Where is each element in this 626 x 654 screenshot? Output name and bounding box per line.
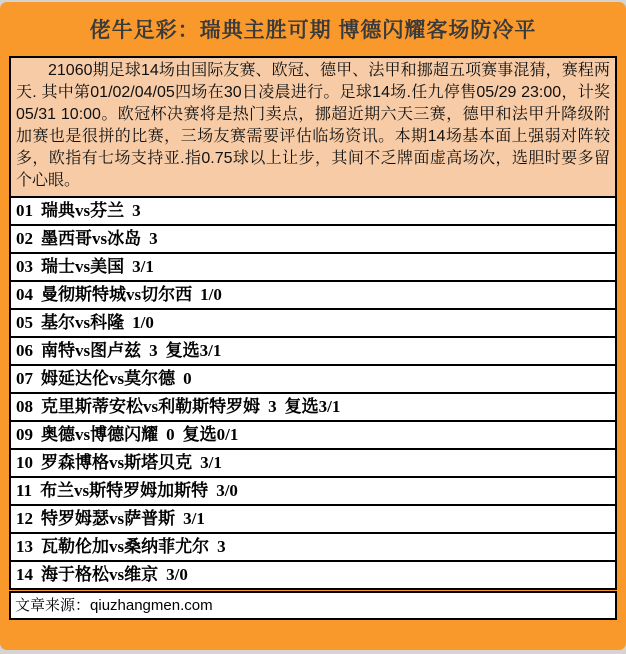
- match-teams: 瓦勒伦加vs桑纳菲尤尔: [41, 537, 210, 556]
- match-row: [9, 224, 617, 254]
- match-number: 06: [16, 341, 33, 360]
- match-pick: 3/1: [200, 453, 222, 472]
- match-teams: 罗森博格vs斯塔贝克: [41, 453, 193, 472]
- match-row: [9, 560, 617, 590]
- match-row: [9, 532, 617, 562]
- match-number: 09: [16, 425, 33, 444]
- match-teams: 瑞典vs芬兰: [41, 201, 125, 220]
- match-row: [9, 308, 617, 338]
- match-teams: 布兰vs斯特罗姆加斯特: [40, 481, 209, 500]
- match-alt-pick: 复选3/1: [165, 341, 222, 360]
- match-teams: 基尔vs科隆: [41, 313, 125, 332]
- match-pick: 3/0: [166, 565, 188, 584]
- match-teams: 墨西哥vs冰岛: [41, 229, 142, 248]
- match-number: 03: [16, 257, 33, 276]
- match-teams: 曼彻斯特城vs切尔西: [41, 285, 193, 304]
- match-number: 10: [16, 453, 33, 472]
- match-teams: 瑞士vs美国: [41, 257, 125, 276]
- article-title: 佬牛足彩：瑞典主胜可期 博德闪耀客场防冷平: [89, 19, 537, 42]
- match-row: [9, 392, 617, 422]
- article-content: [9, 56, 617, 620]
- match-row: [9, 420, 617, 450]
- match-teams: 姆延达伦vs莫尔德: [41, 369, 176, 388]
- match-number: 04: [16, 285, 33, 304]
- match-pick: 1/0: [200, 285, 222, 304]
- match-pick: 3: [149, 229, 158, 248]
- match-alt-pick: 复选0/1: [182, 425, 239, 444]
- match-row: [9, 196, 617, 226]
- match-number: 02: [16, 229, 33, 248]
- match-row: [9, 504, 617, 534]
- match-alt-pick: 复选3/1: [284, 397, 341, 416]
- match-row: [9, 252, 617, 282]
- source-label: 文章来源：: [15, 597, 91, 614]
- match-pick: 0: [166, 425, 175, 444]
- match-teams: 特罗姆瑟vs萨普斯: [41, 509, 176, 528]
- match-teams: 海于格松vs维京: [41, 565, 159, 584]
- match-row: [9, 476, 617, 506]
- match-pick: 3/0: [216, 481, 238, 500]
- match-pick: 1/0: [132, 313, 154, 332]
- source-bar: [9, 591, 617, 620]
- match-pick: 3/1: [183, 509, 205, 528]
- article-panel: [0, 2, 626, 650]
- match-pick: 3: [149, 341, 158, 360]
- match-pick: 3: [132, 201, 141, 220]
- match-row: [9, 448, 617, 478]
- match-row: [9, 336, 617, 366]
- match-number: 14: [16, 565, 33, 584]
- match-number: 11: [16, 481, 33, 500]
- match-teams: 南特vs图卢兹: [41, 341, 142, 360]
- match-number: 12: [16, 509, 33, 528]
- match-row: [9, 280, 617, 310]
- match-pick: 3: [268, 397, 277, 416]
- match-pick: 0: [183, 369, 192, 388]
- match-pick: 3: [217, 537, 226, 556]
- match-number: 01: [16, 201, 33, 220]
- match-pick: 3/1: [132, 257, 154, 276]
- match-number: 08: [16, 397, 33, 416]
- match-number: 07: [16, 369, 33, 388]
- match-teams: 奥德vs博德闪耀: [41, 425, 159, 444]
- match-number: 13: [16, 537, 33, 556]
- intro-paragraph: 21060期足球14场由国际友赛、欧冠、德甲、法甲和挪超五项赛事混猜，赛程两天. 其中第01/02/04/05四场在30日凌晨进行。足球14场.任九停售05/29 23:00，计奖05/31 10:00。欧冠杯决赛将是热门卖点，挪超近期六天三赛，德甲和法甲升降级附加赛也是很拼的比赛，三场友赛需要评估临场资讯。本期14场基本面上强弱对阵较多，欧指有七场支持亚.指0.75球以上让步，其间不乏牌面虚高场次，选胆时要多留个心眼。: [9, 56, 617, 198]
- match-row: [9, 364, 617, 394]
- match-teams: 克里斯蒂安松vs利勒斯特罗姆: [41, 397, 261, 416]
- match-list: [9, 196, 617, 590]
- match-number: 05: [16, 313, 33, 332]
- source-site: qiuzhangmen.com: [90, 597, 213, 614]
